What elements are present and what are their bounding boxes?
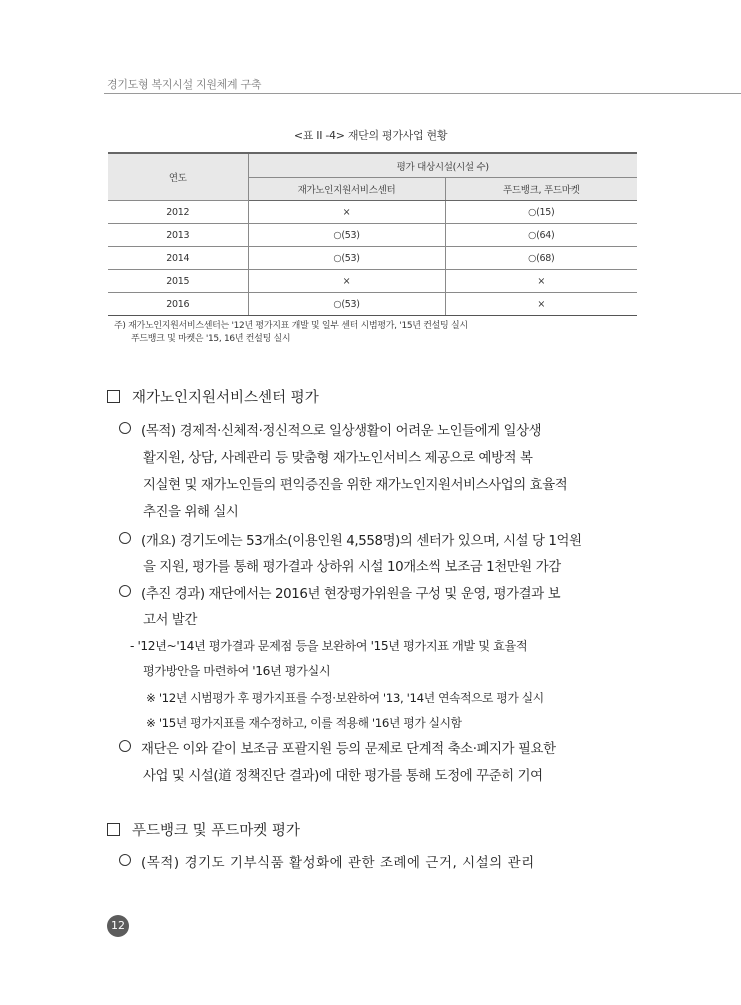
- running-header: 경기도형 복지시설 지원체계 구축: [107, 78, 262, 91]
- section-title-text: 푸드뱅크 및 푸드마켓 평가: [132, 823, 300, 839]
- table-row: [108, 201, 637, 224]
- square-bullet-icon: [107, 823, 120, 836]
- cell-year: 2012: [108, 201, 248, 224]
- circle-bullet-icon: [119, 854, 131, 866]
- section-title-food-bank: [107, 819, 300, 840]
- page-number: 12: [107, 915, 129, 937]
- circle-bullet-icon: [119, 532, 131, 544]
- table-row: [108, 270, 637, 293]
- cell-year: 2013: [108, 224, 248, 247]
- cell-b: ○(15): [445, 201, 637, 224]
- header-group: 평가 대상시설(시설 수): [248, 153, 637, 178]
- paragraph-text: (목적) 경기도 기부식품 활성화에 관한 조례에 근거, 시설의 관리: [141, 856, 535, 871]
- cell-a: ○(53): [248, 224, 445, 247]
- evaluation-status-table: [108, 152, 637, 316]
- paragraph-line: 추진을 위해 실시: [143, 505, 239, 520]
- table-caption: <표 II -4> 재단의 평가사업 현황: [293, 129, 448, 142]
- paragraph-text: (목적) 경제적·신체적·정신적으로 일상생활이 어려운 노인들에게 일상생: [141, 424, 542, 439]
- bullet-line: [119, 852, 535, 871]
- cell-year: 2015: [108, 270, 248, 293]
- paragraph-line: 사업 및 시설(道 정책진단 결과)에 대한 평가를 통해 도정에 꾸준히 기여: [143, 769, 543, 784]
- bullet-line: [119, 583, 560, 602]
- bullet-line: [119, 420, 541, 439]
- cell-year: 2016: [108, 293, 248, 316]
- cell-a: ○(53): [248, 247, 445, 270]
- dash-item-line: 평가방안을 마련하여 '16년 평가실시: [143, 664, 331, 678]
- header-rule: [104, 93, 741, 94]
- bullet-line: [119, 530, 582, 549]
- bullet-line: [119, 738, 556, 757]
- cell-year: 2014: [108, 247, 248, 270]
- table-row: [108, 247, 637, 270]
- cell-a: ×: [248, 270, 445, 293]
- table-row: [108, 224, 637, 247]
- circle-bullet-icon: [119, 422, 131, 434]
- reference-note: ※ '12년 시범평가 후 평가지표를 수정·보완하여 '13, '14년 연속적으로 평가 실시: [146, 691, 544, 705]
- table-note-line: 주) 재가노인지원서비스센터는 '12년 평가지표 개발 및 일부 센터 시범평가, '15년 컨설팅 실시: [114, 321, 468, 331]
- square-bullet-icon: [107, 390, 120, 403]
- section-title-text: 재가노인지원서비스센터 평가: [132, 390, 319, 406]
- section-title-home-care: [107, 386, 319, 407]
- header-col-b: 푸드뱅크, 푸드마켓: [445, 178, 637, 201]
- dash-item-line: - '12년~'14년 평가결과 문제점 등을 보완하여 '15년 평가지표 개발 및 효율적: [130, 639, 528, 653]
- cell-b: ×: [445, 293, 637, 316]
- cell-a: ○(53): [248, 293, 445, 316]
- header-col-a: 재가노인지원서비스센터: [248, 178, 445, 201]
- cell-a: ×: [248, 201, 445, 224]
- cell-b: ○(68): [445, 247, 637, 270]
- circle-bullet-icon: [119, 585, 131, 597]
- table-row: [108, 293, 637, 316]
- paragraph-text: (추진 경과) 재단에서는 2016년 현장평가위원을 구성 및 운영, 평가결과 보: [141, 587, 561, 602]
- table-note: [114, 320, 468, 346]
- header-year: 연도: [108, 153, 248, 201]
- paragraph-text: 재단은 이와 같이 보조금 포괄지원 등의 문제로 단계적 축소·폐지가 필요한: [141, 742, 556, 757]
- reference-note: ※ '15년 평가지표를 재수정하고, 이를 적용해 '16년 평가 실시함: [146, 716, 462, 730]
- paragraph-text: (개요) 경기도에는 53개소(이용인원 4,558명)의 센터가 있으며, 시설 당 1억원: [141, 534, 582, 549]
- circle-bullet-icon: [119, 740, 131, 752]
- paragraph-line: 활지원, 상담, 사례관리 등 맞춤형 재가노인서비스 제공으로 예방적 복: [143, 451, 533, 466]
- paragraph-line: 지실현 및 재가노인들의 편익증진을 위한 재가노인지원서비스사업의 효율적: [143, 478, 568, 493]
- cell-b: ○(64): [445, 224, 637, 247]
- paragraph-line: 고서 발간: [143, 613, 197, 628]
- table-note-line: 푸드뱅크 및 마켓은 '15, 16년 컨설팅 실시: [131, 334, 291, 344]
- paragraph-line: 을 지원, 평가를 통해 평가결과 상하위 시설 10개소씩 보조금 1천만원 가감: [143, 560, 561, 575]
- cell-b: ×: [445, 270, 637, 293]
